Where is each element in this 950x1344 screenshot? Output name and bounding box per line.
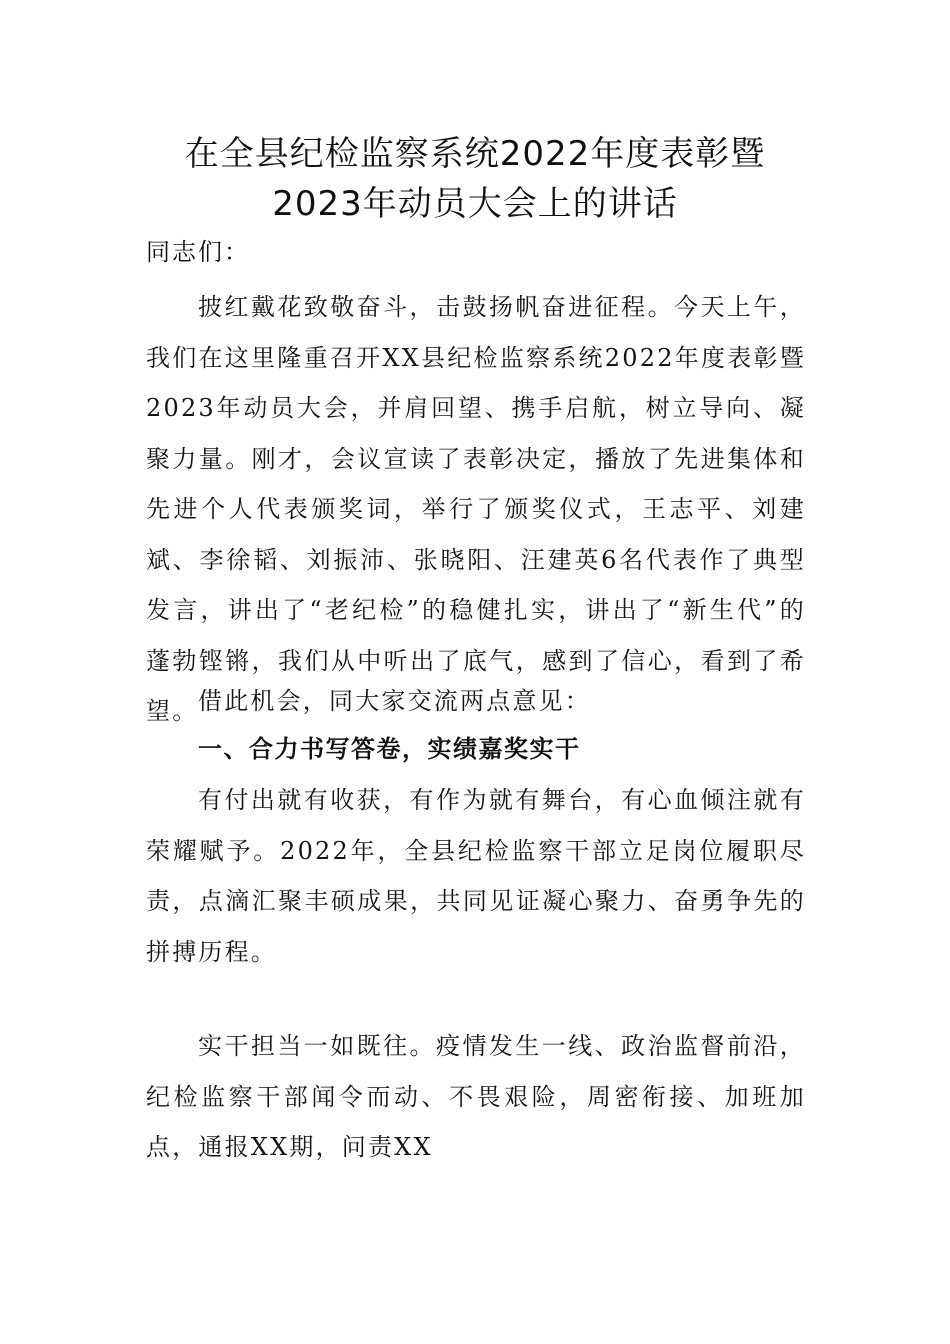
paragraph-opening: 披红戴花致敬奋斗，击鼓扬帆奋进征程。今天上午，我们在这里隆重召开XX县纪检监察系统2022年度表彰暨2023年动员大会，并肩回望、携手启航，树立导向、凝聚力量。刚才，会议宣读了表彰决定，播放了先进集体和先进个人代表颁奖词，举行了颁奖仪式，王志平、刘建斌、李徐韬、刘振沛、张晓阳、汪建英6名代表作了典型发言，讲出了“老纪检”的稳健扎实，讲出了“新生代”的蓬勃铿锵，我们从中听出了底气，感到了信心，看到了希望。 [146,293,806,725]
document-title-line-1: 在全县纪检监察系统2022年度表彰暨 [184,134,766,174]
section-heading-1: 一、合力书写答卷，实绩嘉奖实干 [198,735,581,763]
document-title-line-2: 2023年动员大会上的讲话 [272,184,678,224]
paragraph-transition: 借此机会，同大家交流两点意见： [198,687,591,715]
paragraph-dedication: 实干担当一如既往。疫情发生一线、政治监督前沿，纪检监察干部闻令而动、不畏艰险，周密衔接、加班加点，通报XX期，问责XX [146,1032,806,1161]
salutation: 同志们： [146,238,250,266]
paragraph-achievements: 有付出就有收获，有作为就有舞台，有心血倾注就有荣耀赋予。2022年，全县纪检监察干部立足岗位履职尽责，点滴汇聚丰硕成果，共同见证凝心聚力、奋勇争先的拼搏历程。 [146,786,806,966]
